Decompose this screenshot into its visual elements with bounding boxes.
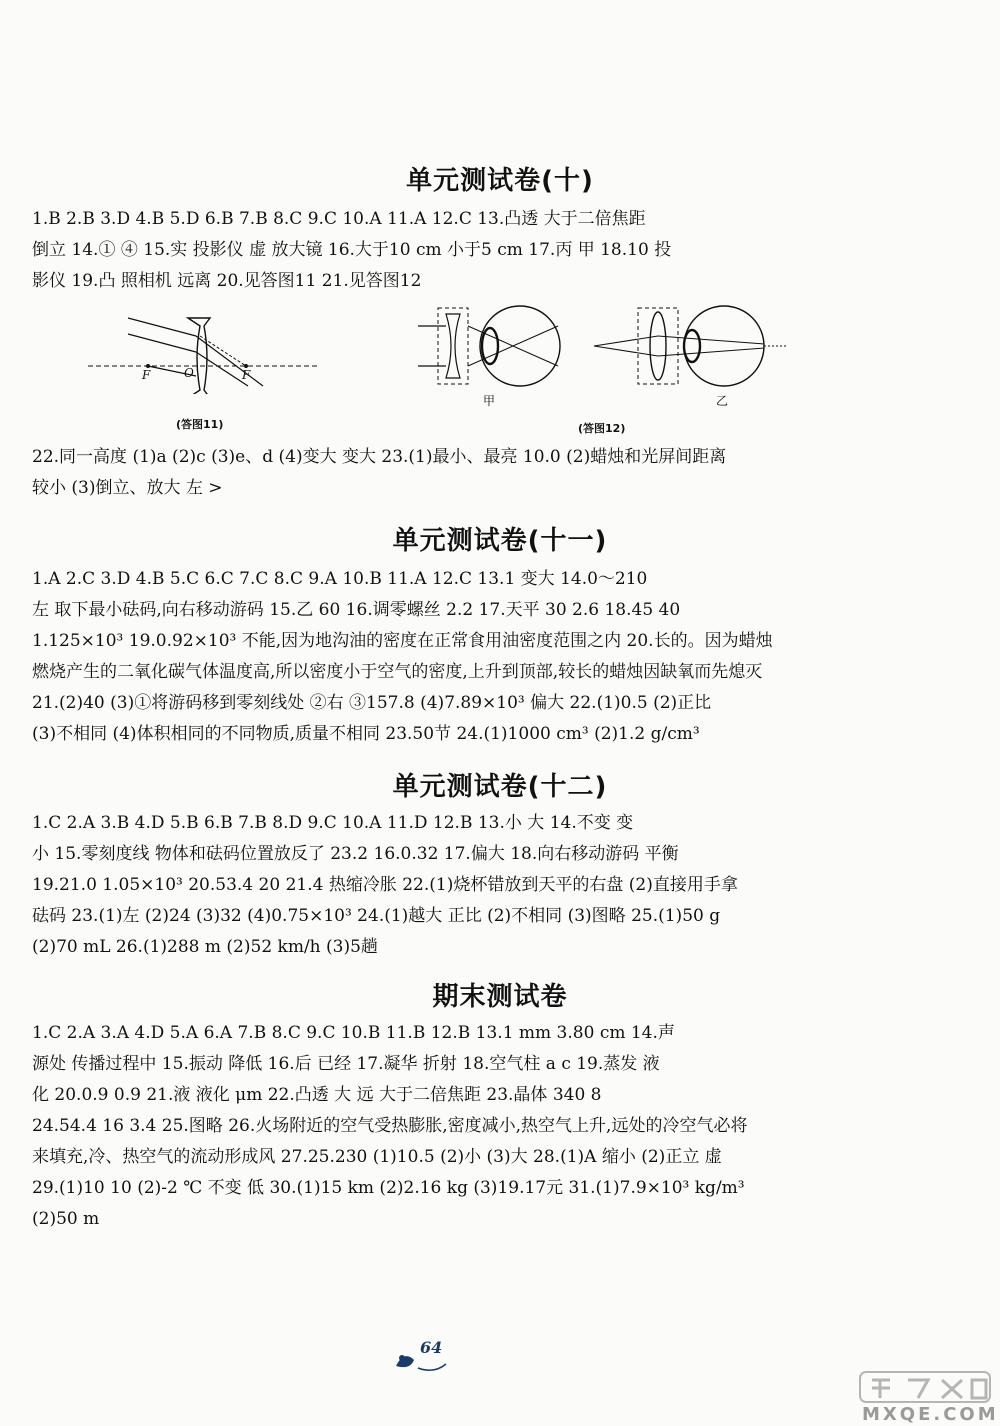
fig11-label-o: O <box>184 366 194 380</box>
fig12-label-yi: 乙 <box>716 394 729 408</box>
fig12-label-jia: 甲 <box>483 394 496 408</box>
section-title-11: 单元测试卷(十一) <box>392 526 608 556</box>
answers-section-12: 1.C 2.A 3.B 4.D 5.B 6.B 7.B 8.D 9.C 10.A 11.D 12.B 13.小 大 14.不变 变 小 15.零刻度线 物体和砝码位置放反了 23.2 16.0.32 17.偏大 18.向右移动游码 平衡 19.21.0 1.05×10³ 20.53.4 20 21.4 热缩冷胀 22.(1)烧杯错放到天平的右盘 (2)直接用手拿 砝码 23.(1)左 (2)24 (3)32 (4)0.75×10³ 24.(1)越大 正比 (2)不相同 (3)图略 25.(1)50 g (2)70 mL 26.(1)288 m (2)52 km/h (3)5趟 <box>32 813 738 957</box>
figure-11-concave-lens-diagram <box>88 314 328 394</box>
answers-section-10-continued: 22.同一高度 (1)a (2)c (3)e、d (4)变大 变大 23.(1)最小、最亮 10.0 (2)蜡烛和光屏间距离 较小 (3)倒立、放大 左 > <box>32 447 727 498</box>
page-number: 64 <box>420 1338 443 1357</box>
figure-12-caption: (答图12) <box>578 422 626 435</box>
section-title-10: 单元测试卷(十) <box>406 166 594 196</box>
figure-12-hyperopia-diagram <box>592 304 792 390</box>
answers-section-10: 1.B 2.B 3.D 4.B 5.D 6.B 7.B 8.C 9.C 10.A 11.A 12.C 13.凸透 大于二倍焦距 倒立 14.① ④ 15.实 投影仪 虚 放大镜 16.大于10 cm 小于5 cm 17.丙 甲 18.10 投 影仪 19.凸 照相机 远离 20.见答图11 21.见答图12 <box>32 209 672 291</box>
fig11-label-f-left: F <box>142 368 151 382</box>
figure-12-myopia-diagram <box>412 304 572 390</box>
fig11-label-f-right: F <box>242 368 251 382</box>
watermark-text: MXQE.COM <box>862 1404 999 1425</box>
section-title-final: 期末测试卷 <box>432 982 568 1012</box>
answers-section-11: 1.A 2.C 3.D 4.B 5.C 6.C 7.C 8.C 9.A 10.B 11.A 12.C 13.1 变大 14.0～210 左 取下最小砝码,向右移动游码 15.乙 60 16.调零螺丝 2.2 17.天平 30 2.6 18.45 40 1.125×10³ 19.0.92×10³ 不能,因为地沟油的密度在正常食用油密度范围之内 20.长的。因为蜡烛 燃烧产生的二氧化碳气体温度高,所以密度小于空气的密度,上升到顶部,较长的蜡烛因缺氧而先熄灭 21.(2)40 (3)①将游码移到零刻线处 ②右 ③157.8 (4)7.89×10³ 偏大 22.(1)0.5 (2)正比 (3)不相同 (4)体积相同的不同物质,质量不相同 23.50节 24.(1)1000 cm³ (2)1.2 g/cm³ <box>32 569 773 744</box>
answers-final-exam: 1.C 2.A 3.A 4.D 5.A 6.A 7.B 8.C 9.C 10.B 11.B 12.B 13.1 mm 3.80 cm 14.声 源处 传播过程中 15.振动 降低 16.后 已经 17.凝华 折射 18.空气柱 a c 19.蒸发 液 化 20.0.9 0.9 21.液 液化 μm 22.凸透 大 远 大于二倍焦距 23.晶体 340 8 24.54.4 16 3.4 25.图略 26.火场附近的空气受热膨胀,密度减小,热空气上升,远处的冷空气必将 来填充,冷、热空气的流动形成风 27.25.230 (1)10.5 (2)小 (3)大 28.(1)A 缩小 (2)正立 虚 29.(1)10 10 (2)-2 ℃ 不变 低 30.(1)15 km (2)2.16 kg (3)19.17元 31.(1)7.9×10³ kg/m³ (2)50 m <box>32 1023 748 1229</box>
section-title-12: 单元测试卷(十二) <box>392 772 608 802</box>
figure-11-caption: (答图11) <box>176 418 224 431</box>
